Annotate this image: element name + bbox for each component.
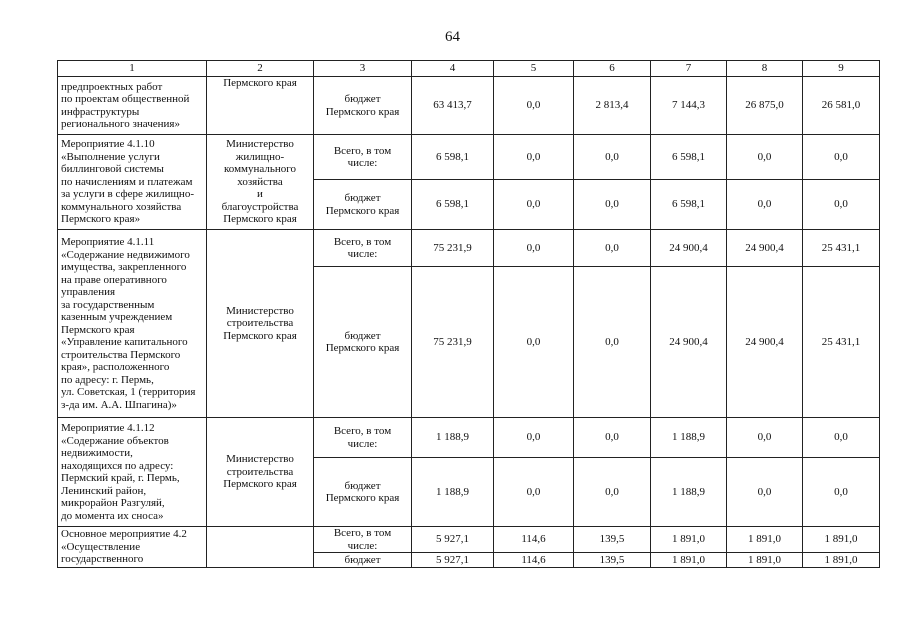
text-line: Основное мероприятие 4.2	[61, 528, 187, 541]
text-line: имущества, закрепленного	[61, 261, 187, 273]
text-line: по начислениям и платежам	[61, 175, 193, 188]
value-cell: 0,0	[727, 180, 803, 230]
value-cell: 0,0	[727, 418, 803, 458]
text-line: строительства	[226, 465, 294, 478]
value-cell: 0,0	[727, 135, 803, 180]
funding-source-cell	[314, 418, 412, 458]
column-number-cell: 7	[651, 61, 727, 77]
text-line: Пермского края	[223, 329, 297, 342]
activity-name-cell	[58, 230, 207, 418]
value-cell: 0,0	[494, 230, 574, 267]
table-row	[58, 135, 880, 180]
text-line: Министерство	[226, 304, 294, 317]
value-cell: 7 144,3	[651, 77, 727, 135]
value-cell: 139,5	[574, 553, 651, 568]
text-line: числе:	[347, 539, 378, 552]
text-line: Ленинский район,	[61, 484, 147, 497]
text-line: управления	[61, 286, 116, 298]
value-cell: 1 188,9	[651, 458, 727, 527]
text-line: «Содержание недвижимого	[61, 248, 190, 261]
text-line: Всего, в том	[333, 235, 392, 248]
header-row	[58, 61, 880, 77]
text-line: Всего, в том	[333, 425, 392, 437]
text-line: микрорайон Разгуляй,	[61, 497, 165, 509]
value-cell: 1 891,0	[651, 553, 727, 568]
column-number-cell: 6	[574, 61, 651, 77]
value-cell: 0,0	[494, 135, 574, 180]
value-cell: 26 875,0	[727, 77, 803, 135]
executor-cell	[207, 230, 314, 418]
value-cell: 25 431,1	[803, 230, 880, 267]
column-number-cell: 5	[494, 61, 574, 77]
text-line: числе:	[347, 157, 378, 169]
value-cell: 2 813,4	[574, 77, 651, 135]
table-row	[58, 418, 880, 458]
text-line: инфраструктуры	[61, 105, 140, 118]
text-line: предпроектных работ	[61, 80, 163, 93]
value-cell: 1 188,9	[412, 458, 494, 527]
text-line: за услуги в сфере жилищно-	[61, 188, 194, 201]
value-cell: 0,0	[803, 180, 880, 230]
text-line: Пермского края	[325, 105, 400, 118]
activity-name-cell	[58, 418, 207, 527]
value-cell: 139,5	[574, 527, 651, 553]
table-row	[58, 230, 880, 267]
text-line: ул. Советская, 1 (территория	[61, 386, 196, 398]
text-line: по адресу: г. Пермь,	[61, 373, 154, 386]
value-cell: 0,0	[574, 135, 651, 180]
text-line: «Осуществление	[61, 540, 141, 553]
executor-cell	[207, 135, 314, 230]
text-line: з-да им. А.А. Шпагина)»	[61, 398, 177, 411]
text-line: Пермского края»	[61, 213, 141, 226]
text-line: Мероприятие 4.1.12	[61, 422, 155, 434]
table-row	[58, 77, 880, 135]
text-line: коммунального	[224, 163, 296, 176]
text-line: Пермский край, г. Пермь,	[61, 472, 180, 484]
text-line: государственного	[61, 553, 144, 566]
value-cell: 0,0	[494, 77, 574, 135]
text-line: бюджет	[344, 553, 381, 566]
value-cell: 5 927,1	[412, 527, 494, 553]
text-line: за государственным	[61, 298, 155, 311]
text-line: бюджет	[344, 93, 381, 105]
text-line: Мероприятие 4.1.11	[61, 236, 155, 248]
value-cell: 5 927,1	[412, 553, 494, 568]
funding-source-cell	[314, 180, 412, 230]
value-cell: 0,0	[574, 458, 651, 527]
text-line: Пермского края	[325, 342, 400, 354]
text-line: Пермского края	[223, 213, 297, 226]
value-cell: 0,0	[803, 135, 880, 180]
value-cell: 6 598,1	[651, 180, 727, 230]
text-line: находящихся по адресу:	[61, 459, 174, 472]
activity-name-cell	[58, 527, 207, 568]
column-number-cell: 2	[207, 61, 314, 77]
column-number-cell: 9	[803, 61, 880, 77]
value-cell: 1 891,0	[651, 527, 727, 553]
value-cell: 1 891,0	[727, 553, 803, 568]
text-line: Всего, в том	[333, 527, 392, 539]
value-cell: 0,0	[494, 418, 574, 458]
text-line: и	[257, 188, 263, 201]
text-line: числе:	[347, 248, 378, 260]
text-line: Мероприятие 4.1.10	[61, 138, 155, 151]
value-cell: 0,0	[574, 180, 651, 230]
column-number-cell: 8	[727, 61, 803, 77]
value-cell: 26 581,0	[803, 77, 880, 135]
funding-source-cell	[314, 553, 412, 568]
value-cell: 0,0	[574, 418, 651, 458]
text-line: бюджет	[344, 329, 381, 342]
value-cell: 25 431,1	[803, 267, 880, 418]
value-cell: 1 188,9	[651, 418, 727, 458]
value-cell: 24 900,4	[651, 230, 727, 267]
value-cell: 75 231,9	[412, 267, 494, 418]
text-line: биллинговой системы	[61, 163, 164, 176]
value-cell: 1 891,0	[803, 527, 880, 553]
text-line: Министерство	[226, 138, 294, 151]
value-cell: 24 900,4	[727, 267, 803, 418]
value-cell: 114,6	[494, 527, 574, 553]
executor-cell	[207, 527, 314, 568]
text-line: края», расположенного	[61, 361, 170, 373]
text-line: «Выполнение услуги	[61, 150, 160, 163]
text-line: Министерство	[226, 453, 294, 466]
text-line: строительства	[226, 317, 294, 330]
text-line: Пермского края	[325, 492, 400, 504]
text-line: жилищно-	[235, 150, 285, 163]
text-line: Всего, в том	[333, 144, 392, 157]
text-line: казенным учреждением	[61, 311, 173, 323]
text-line: строительства Пермского	[61, 348, 181, 361]
funding-source-cell	[314, 527, 412, 553]
activity-name-cell	[58, 135, 207, 230]
column-number-cell: 1	[58, 61, 207, 77]
text-line: на праве оперативного	[61, 273, 167, 286]
text-line: бюджет	[344, 479, 381, 492]
value-cell: 0,0	[494, 458, 574, 527]
text-line: хозяйства	[237, 175, 283, 188]
funding-source-cell	[314, 135, 412, 180]
value-cell: 0,0	[574, 230, 651, 267]
value-cell: 6 598,1	[651, 135, 727, 180]
text-line: Пермского края	[223, 478, 297, 491]
column-number-cell: 3	[314, 61, 412, 77]
budget-table	[57, 60, 880, 568]
funding-source-cell	[314, 230, 412, 267]
text-line: Пермского края	[325, 204, 400, 217]
text-line: коммунального хозяйства	[61, 200, 182, 213]
funding-source-cell	[314, 458, 412, 527]
text-line: Пермского края	[61, 323, 135, 336]
value-cell: 1 891,0	[803, 553, 880, 568]
text-line: регионального значения»	[61, 118, 180, 130]
value-cell: 1 188,9	[412, 418, 494, 458]
value-cell: 0,0	[494, 267, 574, 418]
value-cell: 1 891,0	[727, 527, 803, 553]
funding-source-cell	[314, 267, 412, 418]
column-number-cell: 4	[412, 61, 494, 77]
executor-cell	[207, 418, 314, 527]
text-line: «Управление капитального	[61, 336, 188, 348]
text-line: недвижимости,	[61, 447, 133, 459]
text-line: «Содержание объектов	[61, 434, 169, 447]
value-cell: 24 900,4	[651, 267, 727, 418]
text-line: бюджет	[344, 192, 381, 204]
page-number: 64	[445, 29, 460, 45]
value-cell: 0,0	[574, 267, 651, 418]
value-cell: 0,0	[494, 180, 574, 230]
text-line: по проектам общественной	[61, 93, 190, 105]
text-line: числе:	[347, 437, 378, 450]
value-cell: 24 900,4	[727, 230, 803, 267]
value-cell: 0,0	[727, 458, 803, 527]
text-line: Пермского края	[223, 77, 297, 89]
value-cell: 75 231,9	[412, 230, 494, 267]
text-line: благоустройства	[221, 200, 299, 213]
funding-source-cell	[314, 77, 412, 135]
value-cell: 63 413,7	[412, 77, 494, 135]
table-row	[58, 527, 880, 553]
value-cell: 6 598,1	[412, 180, 494, 230]
text-line: до момента их сноса»	[61, 509, 164, 522]
value-cell: 6 598,1	[412, 135, 494, 180]
value-cell: 114,6	[494, 553, 574, 568]
value-cell: 0,0	[803, 418, 880, 458]
activity-name-cell	[58, 77, 207, 135]
value-cell: 0,0	[803, 458, 880, 527]
executor-cell	[207, 77, 314, 135]
